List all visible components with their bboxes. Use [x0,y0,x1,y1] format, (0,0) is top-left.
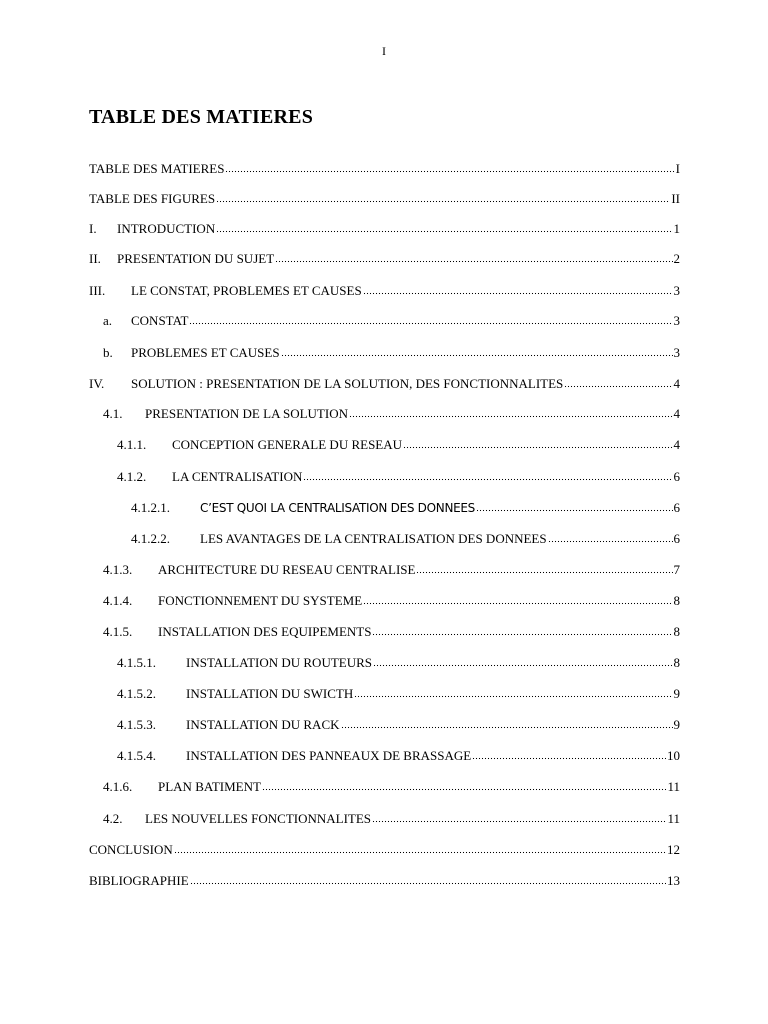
toc-leader-dots [216,190,670,205]
toc-entry-page: 13 [667,873,680,888]
toc-entry-number: b. [103,345,113,360]
toc-entry-number: III. [89,283,106,298]
toc-entry-number: II. [89,251,101,266]
toc-entry-page: 1 [673,221,680,236]
toc-entry[interactable] [89,870,680,890]
toc-entry-number: 4.1.2.2. [131,531,170,546]
toc-leader-dots [372,810,666,825]
toc-entry-text: CONCLUSION [89,842,173,857]
toc-entry-text: LA CENTRALISATION [172,469,303,484]
toc-entry-number: 4.1.4. [103,593,133,608]
toc-entry[interactable] [117,714,680,734]
toc-leader-dots [403,436,672,451]
toc-entry-text: TABLE DES FIGURES [89,191,216,206]
toc-entry-number: I. [89,221,97,236]
toc-entry-page: 4 [673,437,680,452]
toc-entry[interactable] [103,776,680,796]
toc-entry[interactable] [89,218,680,238]
toc-entry[interactable] [131,528,680,548]
toc-entry[interactable] [103,403,680,423]
toc-entry[interactable] [103,342,680,362]
toc-entry-text: INSTALLATION DU RACK [186,717,340,732]
toc-entry-number: 4.1.5.4. [117,748,156,763]
toc-leader-dots [190,872,666,887]
toc-entry-text: PROBLEMES ET CAUSES [131,345,280,360]
toc-entry-text: C’EST QUOI LA CENTRALISATION DES DONNEES [200,501,475,515]
toc-entry[interactable] [89,373,680,393]
toc-entry-number: 4.1.6. [103,779,133,794]
toc-entry-page: 11 [667,811,680,826]
toc-entry[interactable] [117,466,680,486]
toc-entry-page: 2 [673,251,680,266]
toc-leader-dots [354,685,672,700]
toc-entry[interactable] [117,652,680,672]
toc-entry-number: 4.2. [103,811,123,826]
toc-leader-dots [225,160,674,175]
toc-entry-page: 4 [673,406,680,421]
toc-entry[interactable] [89,158,680,178]
toc-entry-text: FONCTIONNEMENT DU SYSTEME [158,593,363,608]
toc-entry-text: CONCEPTION GENERALE DU RESEAU [172,437,403,452]
toc-leader-dots [189,312,672,327]
toc-entry-page: 6 [673,531,680,546]
toc-leader-dots [303,468,672,483]
toc-leader-dots [262,778,667,793]
toc-entry-number: a. [103,313,113,328]
toc-leader-dots [341,716,673,731]
toc-entry[interactable] [89,280,680,300]
toc-entry[interactable] [103,559,680,579]
toc-entry-page: II [671,191,680,206]
toc-entry-page: 6 [673,500,680,515]
toc-leader-dots [472,747,666,762]
toc-leader-dots [363,282,673,297]
toc-entry[interactable] [103,590,680,610]
toc-entry-page: 7 [673,562,680,577]
toc-leader-dots [548,530,673,545]
toc-entry[interactable] [131,497,680,517]
toc-entry-text: TABLE DES MATIERES [89,161,225,176]
toc-entry-text: INSTALLATION DU SWICTH [186,686,354,701]
toc-title: TABLE DES MATIERES [89,106,314,128]
toc-entry-text: INTRODUCTION [117,221,216,236]
toc-entry-number: IV. [89,376,105,391]
toc-entry-page: 4 [673,376,680,391]
toc-entry-text: LES AVANTAGES DE LA CENTRALISATION DES DONNEES [200,531,547,546]
toc-entry-page: 3 [673,345,680,360]
toc-leader-dots [372,623,672,638]
toc-entry[interactable] [89,839,680,859]
toc-entry-number: 4.1.5.3. [117,717,156,732]
toc-entry-text: INSTALLATION DU ROUTEURS [186,655,373,670]
toc-entry-page: 3 [673,283,680,298]
toc-entry-text: CONSTAT [131,313,189,328]
toc-leader-dots [174,841,666,856]
toc-entry-page: 3 [673,313,680,328]
toc-entry[interactable] [89,248,680,268]
toc-leader-dots [416,561,672,576]
toc-entry[interactable] [89,188,680,208]
toc-entry[interactable] [103,310,680,330]
toc-entry-number: 4.1.1. [117,437,147,452]
toc-leader-dots [349,405,673,420]
toc-entry-number: 4.1.2.1. [131,500,170,515]
toc-entry[interactable] [117,434,680,454]
toc-leader-dots [281,344,673,359]
toc-entry-number: 4.1. [103,406,123,421]
toc-entry-text: LES NOUVELLES FONCTIONNALITES [145,811,372,826]
toc-leader-dots [275,250,672,265]
toc-leader-dots [476,499,673,514]
toc-entry-page: 9 [673,686,680,701]
toc-entry-page: I [675,161,680,176]
toc-entry-number: 4.1.5.1. [117,655,156,670]
toc-entry[interactable] [103,621,680,641]
toc-entry-text: ARCHITECTURE DU RESEAU CENTRALISE [158,562,416,577]
toc-entry-text: BIBLIOGRAPHIE [89,873,189,888]
toc-entry-page: 8 [673,624,680,639]
toc-entry[interactable] [117,683,680,703]
toc-entry-page: 8 [673,655,680,670]
toc-entry-page: 9 [673,717,680,732]
toc-entry-text: LE CONSTAT, PROBLEMES ET CAUSES [131,283,362,298]
toc-entry-number: 4.1.3. [103,562,133,577]
toc-entry-text: INSTALLATION DES PANNEAUX DE BRASSAGE [186,748,472,763]
toc-entry-page: 12 [667,842,680,857]
toc-entry-text: INSTALLATION DES EQUIPEMENTS [158,624,372,639]
toc-entry-number: 4.1.5.2. [117,686,156,701]
toc-entry-text: PRESENTATION DE LA SOLUTION [145,406,348,421]
toc-entry-text: PRESENTATION DU SUJET [117,251,275,266]
toc-entry[interactable] [117,745,680,765]
toc-entry-number: 4.1.2. [117,469,147,484]
toc-leader-dots [216,220,672,235]
toc-entry-text: SOLUTION : PRESENTATION DE LA SOLUTION, DES FONCTIONNALITES [131,376,564,391]
toc-entry-page: 8 [673,593,680,608]
toc-leader-dots [564,375,672,390]
toc-entry-page: 11 [667,779,680,794]
page-number: I [382,44,386,58]
toc-entry-text: PLAN BATIMENT [158,779,261,794]
toc-entry-page: 6 [673,469,680,484]
toc-entry[interactable] [103,808,680,828]
toc-entry-page: 10 [667,748,680,763]
toc-leader-dots [373,654,672,669]
toc-entry-number: 4.1.5. [103,624,133,639]
toc-leader-dots [363,592,672,607]
